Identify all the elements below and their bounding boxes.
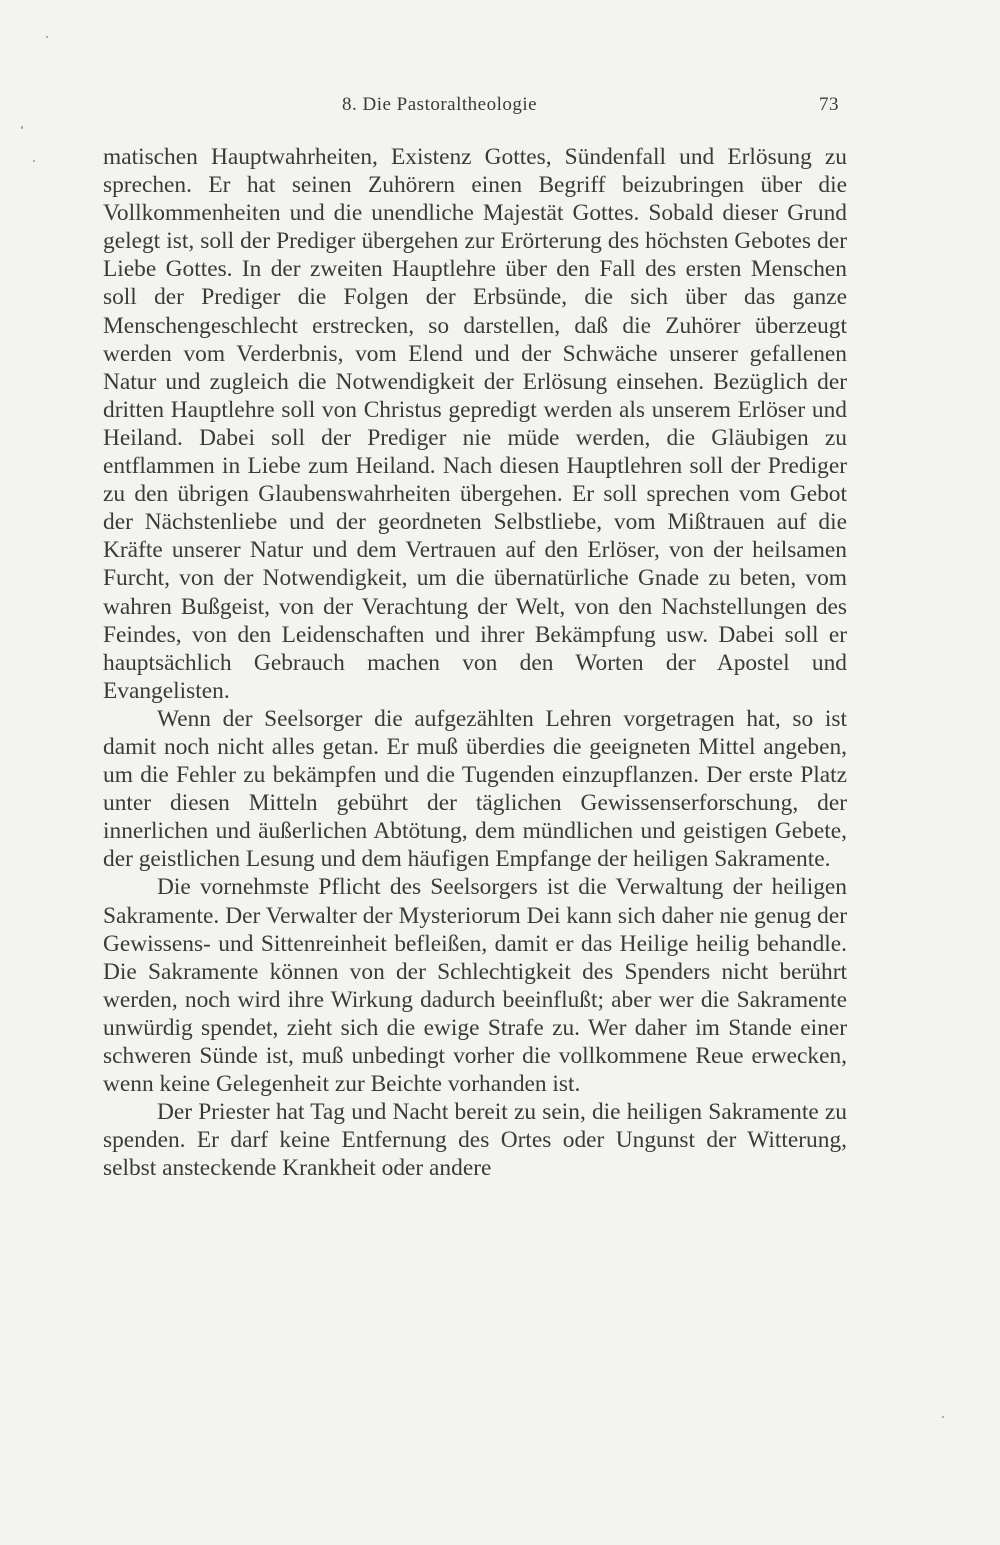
running-head: 8. Die Pastoraltheologie <box>342 94 538 115</box>
paragraph-continuation: matischen Hauptwahrheiten, Existenz Gottes, Sündenfall und Erlösung zu sprechen. Er hat seinen Zuhörern einen Begriff beizubringen über die Vollkommenheiten und die unendliche Majestät Gottes. Sobald dieser Grund gelegt ist, soll der Prediger übergehen zur Erörterung des höchsten Gebotes der Liebe Gottes. In der zweiten Hauptlehre über den Fall des ersten Menschen soll der Prediger die Folgen der Erbsünde, die sich über das ganze Menschengeschlecht erstrecken, so darstellen, daß die Zuhörer überzeugt werden vom Verderbnis, vom Elend und der Schwäche unserer gefallenen Natur und zugleich die Notwendigkeit der Erlösung einsehen. Bezüglich der dritten Hauptlehre soll von Christus gepredigt werden als unserem Erlöser und Heiland. Dabei soll der Prediger nie müde werden, die Gläubigen zu entflammen in Liebe zum Heiland. Nach diesen Hauptlehren soll der Prediger zu den übrigen Glaubenswahrheiten übergehen. Er soll sprechen vom Gebot der Nächstenliebe und der geordneten Selbstliebe, vom Mißtrauen auf die Kräfte unserer Natur und dem Vertrauen auf den Erlöser, von der heilsamen Furcht, von der Notwendigkeit, um die übernatürliche Gnade zu beten, vom wahren Bußgeist, von der Verachtung der Welt, von den Nachstellungen des Feindes, von den Leidenschaften und ihrer Bekämpfung usw. Dabei soll er hauptsächlich Gebrauch machen von den Worten der Apostel und Evangelisten. <box>103 144 847 704</box>
page-number: 73 <box>819 94 839 115</box>
paper-speck <box>942 1416 944 1418</box>
paper-speck <box>33 160 35 162</box>
page-header <box>105 94 839 124</box>
paragraph-sacraments-duty: Die vornehmste Pflicht des Seelsorgers ist die Verwaltung der heiligen Sakramente. Der Verwalter der Mysteriorum Dei kann sich daher nie genug der Gewissens- und Sittenreinheit befleißen, damit er das Heilige heilig behandle. Die Sakramente können von der Schlechtigkeit des Spenders nicht berührt werden, noch wird ihre Wirkung dadurch beeinflußt; aber wer die Sakramente unwürdig spendet, zieht sich die ewige Strafe zu. Wer daher im Stande einer schweren Sünde ist, muß unbedingt vorher die vollkommene Reue erwecken, wenn keine Gelegenheit zur Beichte vorhanden ist. <box>103 874 847 1098</box>
paragraph-priest-readiness: Der Priester hat Tag und Nacht bereit zu sein, die heiligen Sakramente zu spenden. Er darf keine Entfernung des Ortes oder Ungunst der Witterung, selbst ansteckende Krankheit oder andere <box>103 1099 847 1182</box>
body-text <box>103 143 847 1182</box>
paragraph-means-of-grace: Wenn der Seelsorger die aufgezählten Lehren vorgetragen hat, so ist damit noch nicht alles getan. Er muß überdies die geeigneten Mittel angeben, um die Fehler zu bekämpfen und die Tugenden einzupflanzen. Der erste Platz unter diesen Mitteln gebührt der täglichen Gewissenserforschung, der innerlichen und äußerlichen Abtötung, dem mündlichen und geistigen Gebete, der geistlichen Lesung und dem häufigen Empfange der heiligen Sakramente. <box>103 705 847 873</box>
paper-speck <box>46 36 48 38</box>
paper-speck <box>21 126 23 129</box>
